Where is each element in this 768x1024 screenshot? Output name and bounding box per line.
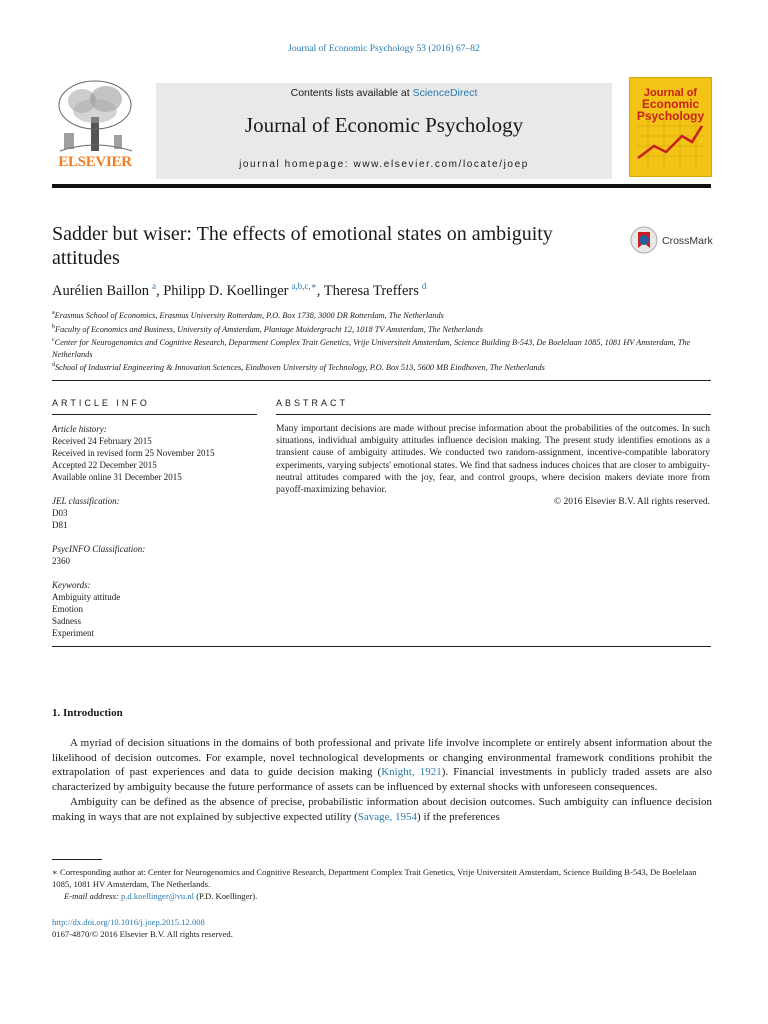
doi-link[interactable]: http://dx.doi.org/10.1016/j.joep.2015.12.008 [52, 917, 205, 927]
abstract-body [276, 423, 710, 508]
author-affil-marker[interactable]: a,b,c,∗ [291, 281, 317, 291]
keywords [52, 579, 257, 639]
affiliations-rule [52, 380, 711, 381]
contents-prefix: Contents lists available at [290, 87, 413, 99]
paragraph-text: ) if the preferences [417, 810, 500, 823]
history-label: Article history: [52, 424, 107, 434]
journal-cover [629, 77, 712, 177]
keywords-label: Keywords: [52, 580, 91, 590]
email-note [52, 890, 712, 902]
author-name[interactable]: Aurélien Baillon [52, 282, 150, 299]
issn-copyright: 0167-4870/© 2016 Elsevier B.V. All rights reserved. [52, 929, 233, 939]
affiliation-text: Center for Neurogenomics and Cognitive Research, Department Complex Trait Genetics, Vrije Universiteit Amsterdam, Science Building B-543, De Boelelaan 1085, 1081 HV Amsterdam, The Netherlands [52, 337, 691, 359]
affiliation-marker: c [52, 337, 55, 344]
author-name[interactable]: Theresa Treffers [323, 282, 419, 299]
citation-link[interactable]: Savage, 1954 [357, 810, 418, 823]
jel-code: D03 [52, 508, 68, 518]
paragraph-text: Ambiguity can be defined as the absence of precise, probabilistic information about decision outcomes. Such ambiguity can influence decision making in ways that are not explained by subjective expected utility ( [52, 795, 712, 823]
affiliation-text: School of Industrial Engineering & Innovation Sciences, Eindhoven University of Technology, P.O. Box 513, 5600 MB Eindhoven, The Netherlands [55, 363, 545, 373]
cover-title-2: Economic Psychology [636, 97, 705, 123]
doi-block [52, 916, 452, 940]
article-title: Sadder but wiser: The effects of emotional states on ambiguity attitudes [52, 223, 553, 269]
affiliation [52, 308, 712, 322]
publisher-name: ELSEVIER [58, 154, 132, 170]
history-item: Available online 31 December 2015 [52, 472, 182, 482]
paragraph [52, 736, 712, 795]
abstract-copyright: © 2016 Elsevier B.V. All rights reserved. [553, 497, 710, 508]
affiliation-marker: b [52, 323, 55, 330]
paragraph [52, 795, 712, 824]
affiliation [52, 322, 712, 336]
masthead [52, 77, 712, 185]
journal-citation[interactable]: Journal of Economic Psychology 53 (2016) 67–82 [288, 44, 480, 54]
author-affil-marker[interactable]: a [151, 281, 156, 291]
keyword: Sadness [52, 616, 81, 626]
psycinfo-classification [52, 543, 257, 567]
abstract-text: Many important decisions are made without precise information about the probabilities of the outcomes. In such situations, individual ambiguity attitudes influence decision making. The present study identifies emotions as a transient cause of ambiguity attitudes. We conducted two random-assignment, incentive-compatible laboratory experiments, varying subjects' emotional states. We find that sadness induces choices that are closer to ambiguity-neutral attitudes compared with the joy, fear, and control groups, where decision makers deviate more from payoff-maximizing behavior. [276, 424, 710, 496]
author-name[interactable]: Philipp D. Koellinger [163, 282, 289, 299]
keyword: Emotion [52, 604, 83, 614]
history-item: Received in revised form 25 November 2015 [52, 448, 215, 458]
article-info-rule [52, 414, 257, 415]
abstract-end-rule [52, 646, 711, 647]
crossmark-label: CrossMark [662, 235, 713, 247]
affiliation-marker: a [52, 310, 55, 316]
paragraph-text: ). Financial investments in publicly traded assets are also characterized by ambiguity because the future performance of assets can be influenced by external shocks with unforeseen consequences. [52, 766, 712, 794]
jel-classification [52, 495, 257, 531]
article-info [52, 423, 257, 651]
article-history [52, 423, 257, 483]
citation-link[interactable]: Knight, 1921 [381, 766, 442, 779]
affiliation-marker: d [52, 362, 55, 369]
masthead-rule [52, 184, 711, 188]
jel-label: JEL classification: [52, 496, 120, 506]
psycinfo-code: 2360 [52, 556, 70, 566]
elsevier-logo [52, 77, 138, 179]
affiliation [52, 335, 712, 360]
email-label: E-mail address: [64, 891, 121, 901]
cover-chart-graphic [636, 118, 704, 170]
affiliations [52, 308, 712, 374]
footnote-rule [52, 859, 102, 860]
journal-banner [156, 83, 612, 179]
footnotes [52, 866, 712, 902]
journal-homepage[interactable]: journal homepage: www.elsevier.com/locate/joep [239, 159, 529, 170]
history-item: Received 24 February 2015 [52, 436, 152, 446]
psycinfo-label: PsycINFO Classification: [52, 544, 146, 554]
article-info-heading: ARTICLE INFO [52, 398, 150, 408]
cover-title-1: Journal of [643, 87, 698, 99]
sciencedirect-link[interactable]: ScienceDirect [412, 87, 478, 99]
keyword: Ambiguity attitude [52, 592, 121, 602]
keyword: Experiment [52, 628, 94, 638]
introduction-body [52, 736, 712, 824]
abstract-rule [276, 414, 711, 415]
affiliation [52, 360, 712, 374]
affiliation-text: Faculty of Economics and Business, University of Amsterdam, Plantage Muidergracht 12, 1018 TV Amsterdam, The Netherlands [55, 324, 483, 334]
abstract-heading: ABSTRACT [276, 398, 349, 408]
crossmark-icon [630, 226, 658, 254]
corresponding-author-note: ∗ Corresponding author at: Center for Neurogenomics and Cognitive Research, Department Complex Trait Genetics, Vrije Universiteit Amsterdam, Science Building B-543, De Boelelaan 1085, 1081 HV Amsterdam, The Netherlands. [52, 867, 697, 889]
journal-name: Journal of Economic Psychology [244, 113, 524, 137]
author-affil-marker[interactable]: d [421, 281, 427, 291]
author-list: Aurélien Baillon $^a$, Philipp D. Koellinger $^{a,b,c,∗}$, Theresa Treffers $^d$ [52, 281, 427, 299]
history-item: Accepted 22 December 2015 [52, 460, 157, 470]
email-link[interactable]: p.d.koellinger@vu.nl [120, 891, 195, 901]
crossmark-badge[interactable] [630, 226, 720, 258]
tree-icon [52, 77, 138, 157]
contents-line [156, 87, 612, 99]
affiliation-text: Erasmus School of Economics, Erasmus University Rotterdam, P.O. Box 1738, 3000 DR Rotterdam, The Netherlands [54, 310, 444, 320]
email-suffix: (P.D. Koellinger). [194, 891, 258, 901]
section-heading-introduction: 1. Introduction [52, 707, 123, 719]
jel-code: D81 [52, 520, 68, 530]
paragraph-text: A myriad of decision situations in the domains of both professional and private life involve incomplete or entirely absent information about the likelihood of decision outcomes. For example, novel technological developments or changing environmental framework conditions prohibit the extrapolation of past experiences and data to guide decision making ( [52, 737, 712, 779]
